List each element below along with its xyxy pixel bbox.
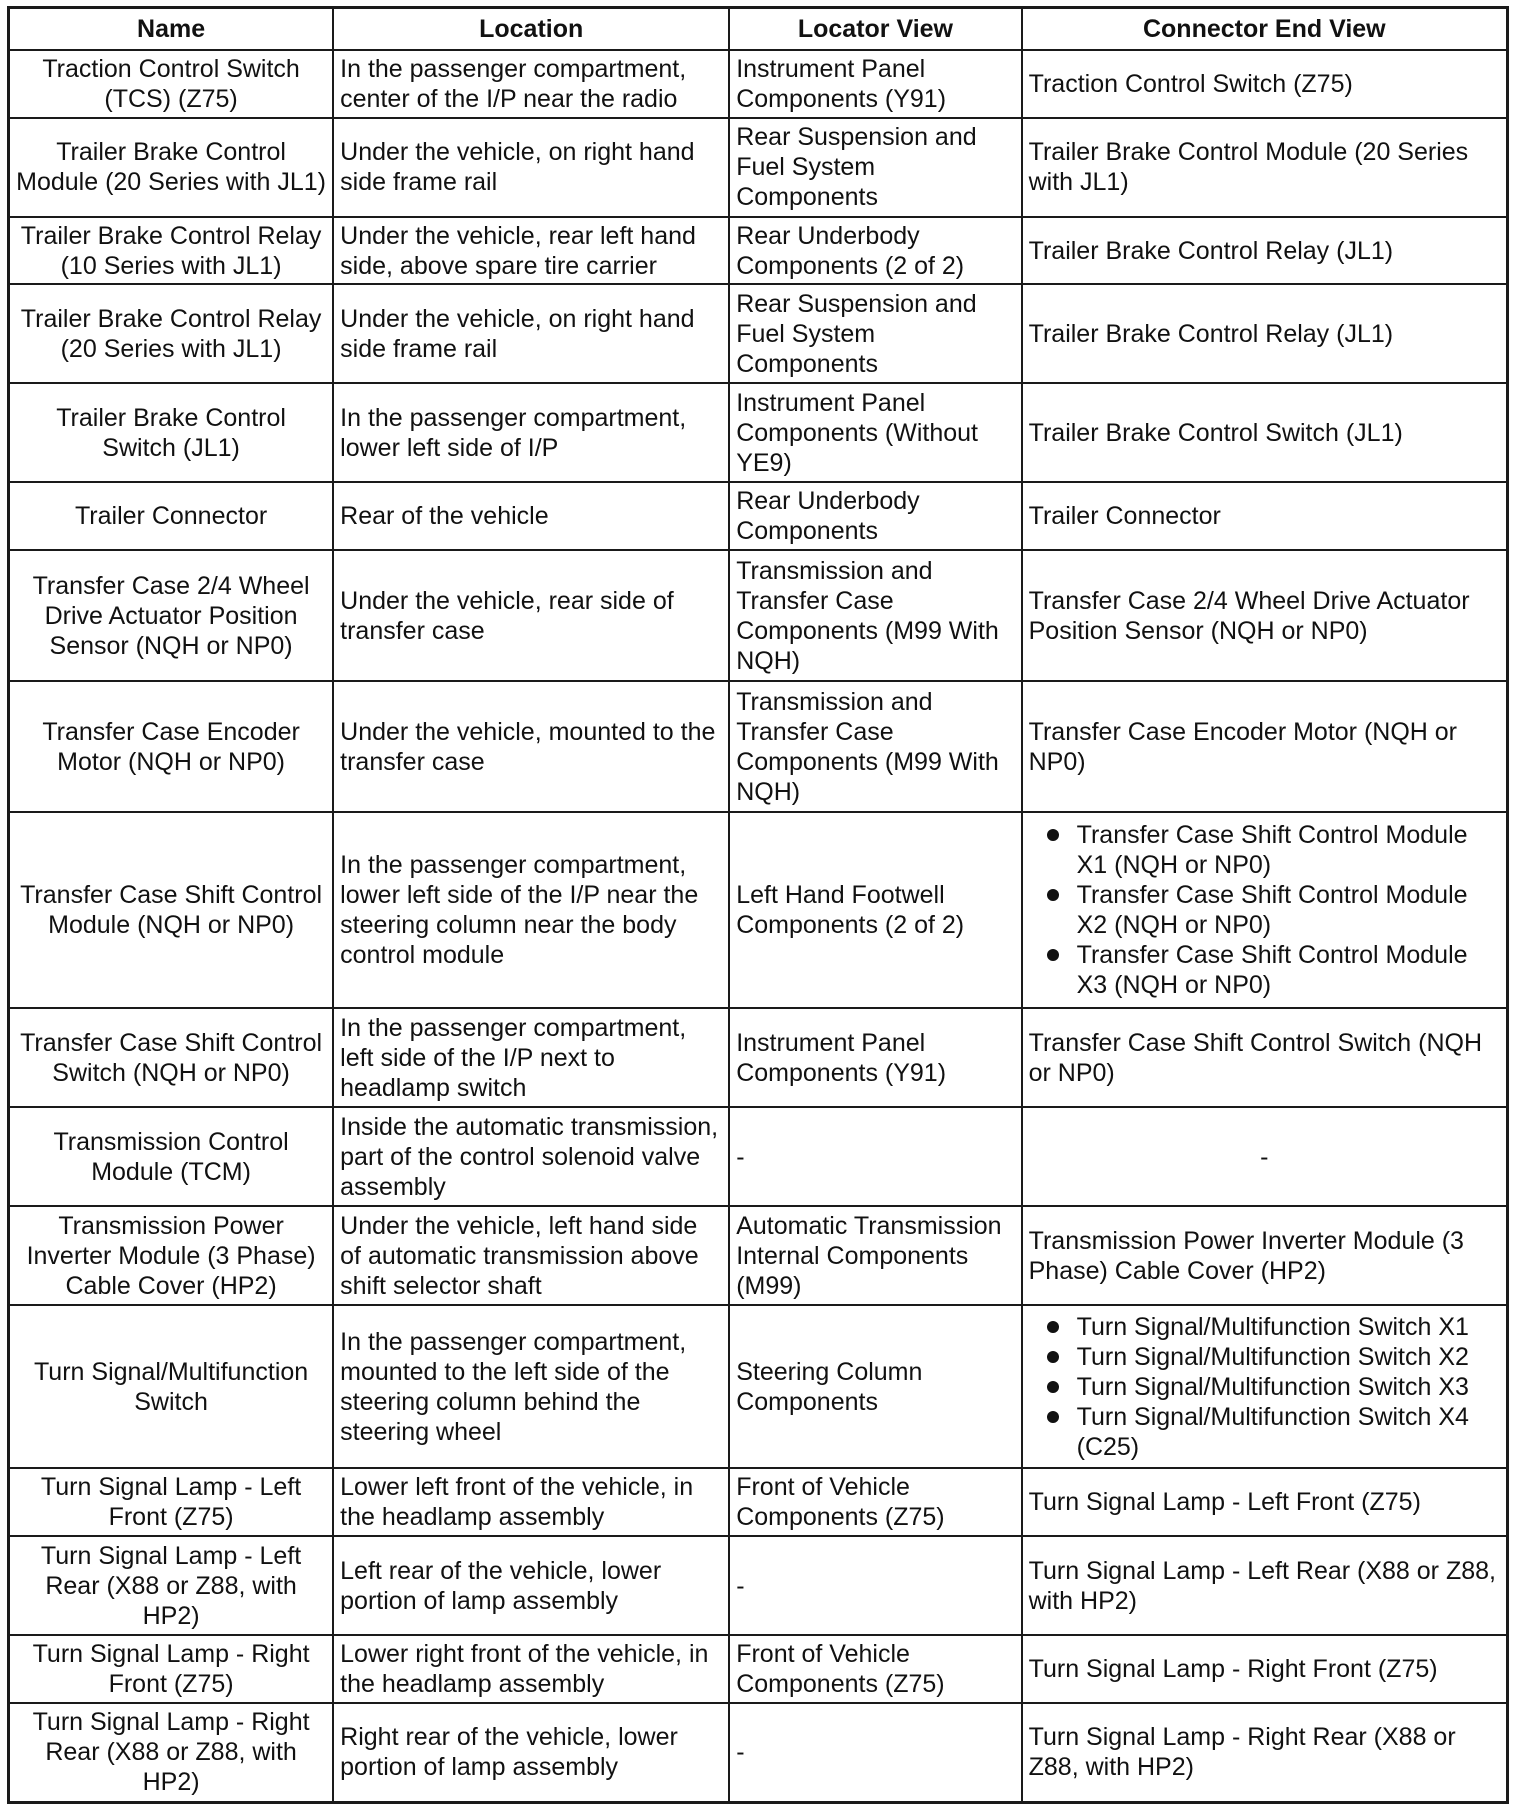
locator-view-cell: - xyxy=(729,1536,1021,1635)
name-cell: Trailer Connector xyxy=(9,482,334,550)
connector-list-text: Transfer Case Shift Control Module X3 (NQH or NP0) xyxy=(1076,941,1468,1000)
name-cell: Trailer Brake Control Module (20 Series with JL1) xyxy=(9,118,334,217)
table-row xyxy=(9,681,1508,812)
bullet-icon xyxy=(1047,1381,1059,1393)
locator-view-cell: Rear Underbody Components (2 of 2) xyxy=(729,217,1021,285)
location-cell: Under the vehicle, rear left hand side, above spare tire carrier xyxy=(333,217,729,285)
table-row xyxy=(9,118,1508,217)
locator-view-cell: Front of Vehicle Components (Z75) xyxy=(729,1468,1021,1536)
list-item xyxy=(1029,1402,1500,1462)
name-cell: Transfer Case Shift Control Module (NQH or NP0) xyxy=(9,812,334,1008)
name-cell: Transfer Case Shift Control Switch (NQH or NP0) xyxy=(9,1008,334,1107)
list-item xyxy=(1029,1372,1500,1402)
locator-view-cell: Rear Suspension and Fuel System Components xyxy=(729,284,1021,383)
connector-cell: Turn Signal Lamp - Right Rear (X88 or Z88, with HP2) xyxy=(1022,1703,1508,1803)
location-cell: Lower left front of the vehicle, in the headlamp assembly xyxy=(333,1468,729,1536)
connector-cell xyxy=(1022,1305,1508,1468)
location-cell: Under the vehicle, left hand side of automatic transmission above shift selector shaft xyxy=(333,1206,729,1305)
locator-view-cell: - xyxy=(729,1703,1021,1803)
location-cell: Under the vehicle, on right hand side frame rail xyxy=(333,284,729,383)
table-row xyxy=(9,1206,1508,1305)
locator-view-cell: - xyxy=(729,1107,1021,1206)
location-cell: Inside the automatic transmission, part of the control solenoid valve assembly xyxy=(333,1107,729,1206)
locator-view-cell: Steering Column Components xyxy=(729,1305,1021,1468)
table-row xyxy=(9,217,1508,285)
connector-list xyxy=(1029,1312,1500,1462)
connector-list xyxy=(1029,820,1500,1000)
locator-view-cell: Instrument Panel Components (Y91) xyxy=(729,50,1021,118)
locator-view-cell: Rear Underbody Components xyxy=(729,482,1021,550)
locator-view-cell: Front of Vehicle Components (Z75) xyxy=(729,1635,1021,1703)
connector-cell: Transmission Power Inverter Module (3 Phase) Cable Cover (HP2) xyxy=(1022,1206,1508,1305)
name-cell: Traction Control Switch (TCS) (Z75) xyxy=(9,50,334,118)
bullet-icon xyxy=(1047,889,1059,901)
connector-cell: Turn Signal Lamp - Left Rear (X88 or Z88, with HP2) xyxy=(1022,1536,1508,1635)
connector-cell xyxy=(1022,812,1508,1008)
name-cell: Trailer Brake Control Switch (JL1) xyxy=(9,383,334,482)
bullet-icon xyxy=(1047,1351,1059,1363)
locator-view-cell: Instrument Panel Components (Without YE9) xyxy=(729,383,1021,482)
locator-view-cell: Transmission and Transfer Case Components (M99 With NQH) xyxy=(729,681,1021,812)
table-row xyxy=(9,1305,1508,1468)
locator-view-cell: Left Hand Footwell Components (2 of 2) xyxy=(729,812,1021,1008)
location-cell: In the passenger compartment, left side of the I/P next to headlamp switch xyxy=(333,1008,729,1107)
connector-list-text: Transfer Case Shift Control Module X1 (NQH or NP0) xyxy=(1076,821,1468,880)
table-row xyxy=(9,1536,1508,1635)
locator-view-cell: Instrument Panel Components (Y91) xyxy=(729,1008,1021,1107)
table-row xyxy=(9,284,1508,383)
connector-cell: Turn Signal Lamp - Left Front (Z75) xyxy=(1022,1468,1508,1536)
bullet-icon xyxy=(1047,949,1059,961)
connector-cell: Trailer Brake Control Switch (JL1) xyxy=(1022,383,1508,482)
table-row xyxy=(9,1107,1508,1206)
table-row xyxy=(9,1703,1508,1803)
connector-cell: - xyxy=(1022,1107,1508,1206)
name-cell: Turn Signal Lamp - Right Rear (X88 or Z88, with HP2) xyxy=(9,1703,334,1803)
list-item xyxy=(1029,940,1500,1000)
name-cell: Turn Signal Lamp - Left Rear (X88 or Z88, with HP2) xyxy=(9,1536,334,1635)
header-name: Name xyxy=(9,8,334,51)
locator-view-cell: Rear Suspension and Fuel System Components xyxy=(729,118,1021,217)
name-cell: Trailer Brake Control Relay (10 Series with JL1) xyxy=(9,217,334,285)
connector-cell: Transfer Case Shift Control Switch (NQH or NP0) xyxy=(1022,1008,1508,1107)
location-cell: Under the vehicle, mounted to the transfer case xyxy=(333,681,729,812)
connector-list-text: Turn Signal/Multifunction Switch X1 xyxy=(1076,1312,1469,1341)
name-cell: Trailer Brake Control Relay (20 Series with JL1) xyxy=(9,284,334,383)
connector-cell: Turn Signal Lamp - Right Front (Z75) xyxy=(1022,1635,1508,1703)
header-row xyxy=(9,8,1508,51)
list-item xyxy=(1029,1342,1500,1372)
header-locator-view: Locator View xyxy=(729,8,1021,51)
connector-cell: Traction Control Switch (Z75) xyxy=(1022,50,1508,118)
connector-list-text: Turn Signal/Multifunction Switch X2 xyxy=(1076,1342,1469,1371)
table-row xyxy=(9,482,1508,550)
location-cell: In the passenger compartment, lower left side of I/P xyxy=(333,383,729,482)
table-row xyxy=(9,1468,1508,1536)
connector-list-text: Turn Signal/Multifunction Switch X3 xyxy=(1076,1372,1469,1401)
connector-cell: Trailer Connector xyxy=(1022,482,1508,550)
location-cell: Under the vehicle, on right hand side frame rail xyxy=(333,118,729,217)
table-row xyxy=(9,812,1508,1008)
connector-cell: Trailer Brake Control Relay (JL1) xyxy=(1022,217,1508,285)
table-row xyxy=(9,50,1508,118)
connector-list-text: Transfer Case Shift Control Module X2 (NQH or NP0) xyxy=(1076,881,1468,940)
connector-cell: Transfer Case 2/4 Wheel Drive Actuator Position Sensor (NQH or NP0) xyxy=(1022,550,1508,681)
name-cell: Turn Signal Lamp - Right Front (Z75) xyxy=(9,1635,334,1703)
header-location: Location xyxy=(333,8,729,51)
locator-view-cell: Automatic Transmission Internal Components (M99) xyxy=(729,1206,1021,1305)
name-cell: Transfer Case 2/4 Wheel Drive Actuator Position Sensor (NQH or NP0) xyxy=(9,550,334,681)
location-cell: Rear of the vehicle xyxy=(333,482,729,550)
bullet-icon xyxy=(1047,1411,1059,1423)
name-cell: Turn Signal Lamp - Left Front (Z75) xyxy=(9,1468,334,1536)
table-row xyxy=(9,1008,1508,1107)
header-connector-end-view: Connector End View xyxy=(1022,8,1508,51)
connector-cell: Trailer Brake Control Module (20 Series with JL1) xyxy=(1022,118,1508,217)
connector-list-text: Turn Signal/Multifunction Switch X4 (C25) xyxy=(1076,1402,1469,1461)
component-locator-table xyxy=(7,6,1509,1804)
location-cell: In the passenger compartment, mounted to the left side of the steering column behind the steering wheel xyxy=(333,1305,729,1468)
locator-view-cell: Transmission and Transfer Case Components (M99 With NQH) xyxy=(729,550,1021,681)
location-cell: Right rear of the vehicle, lower portion of lamp assembly xyxy=(333,1703,729,1803)
table-row xyxy=(9,550,1508,681)
name-cell: Transmission Power Inverter Module (3 Phase) Cable Cover (HP2) xyxy=(9,1206,334,1305)
location-cell: In the passenger compartment, lower left side of the I/P near the steering column near the body control module xyxy=(333,812,729,1008)
bullet-icon xyxy=(1047,829,1059,841)
connector-cell: Transfer Case Encoder Motor (NQH or NP0) xyxy=(1022,681,1508,812)
location-cell: Lower right front of the vehicle, in the headlamp assembly xyxy=(333,1635,729,1703)
bullet-icon xyxy=(1047,1321,1059,1333)
name-cell: Turn Signal/Multifunction Switch xyxy=(9,1305,334,1468)
location-cell: In the passenger compartment, center of the I/P near the radio xyxy=(333,50,729,118)
connector-cell: Trailer Brake Control Relay (JL1) xyxy=(1022,284,1508,383)
name-cell: Transmission Control Module (TCM) xyxy=(9,1107,334,1206)
location-cell: Left rear of the vehicle, lower portion of lamp assembly xyxy=(333,1536,729,1635)
table-row xyxy=(9,1635,1508,1703)
list-item xyxy=(1029,1312,1500,1342)
list-item xyxy=(1029,880,1500,940)
location-cell: Under the vehicle, rear side of transfer case xyxy=(333,550,729,681)
list-item xyxy=(1029,820,1500,880)
name-cell: Transfer Case Encoder Motor (NQH or NP0) xyxy=(9,681,334,812)
table-row xyxy=(9,383,1508,482)
